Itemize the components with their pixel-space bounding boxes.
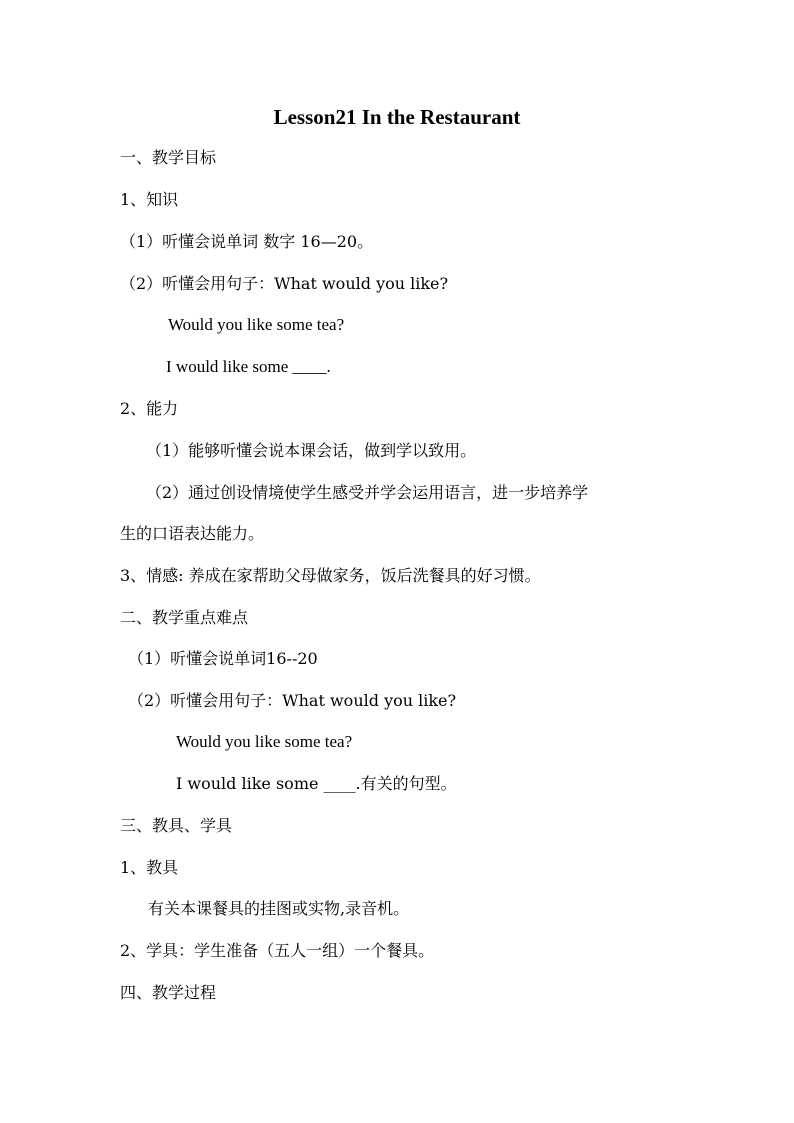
ability-item-2: （2）通过创设情境使学生感受并学会运用语言，进一步培养学 [146,483,589,502]
example-sentence: Would you like some tea? [168,315,345,334]
section-heading-process: 四、教学过程 [120,983,217,1002]
example-sentence: Would you like some tea? [176,732,353,751]
knowledge-item-1: （1）听懂会说单词 数字 16—20。 [120,232,374,251]
key-point-item-2: （2）听懂会用句子：What would you like? [128,691,457,710]
subheading-teacher-aids: 1、教具 [120,858,179,877]
section-heading-key-points: 二、教学重点难点 [120,608,249,627]
example-sentence: I would like some ____.有关的句型。 [176,774,457,793]
key-point-item-1: （1）听懂会说单词16--20 [128,649,318,668]
subheading-knowledge: 1、知识 [120,190,179,209]
emotion-item: 3、情感: 养成在家帮助父母做家务，饭后洗餐具的好习惯。 [120,566,541,585]
knowledge-item-2: （2）听懂会用句子：What would you like? [120,274,449,293]
section-heading-objectives: 一、教学目标 [120,148,217,167]
ability-item-1: （1）能够听懂会说本课会话，做到学以致用。 [146,441,477,460]
teacher-aids-item: 有关本课餐具的挂图或实物,录音机。 [148,899,410,918]
student-aids-item: 2、学具：学生准备（五人一组）一个餐具。 [120,941,435,960]
subheading-ability: 2、能力 [120,399,179,418]
document-title: Lesson21 In the Restaurant [273,105,521,129]
section-heading-teaching-aids: 三、教具、学具 [120,816,233,835]
example-sentence: I would like some ____. [166,357,331,376]
ability-item-2-continued: 生的口语表达能力。 [120,524,265,543]
